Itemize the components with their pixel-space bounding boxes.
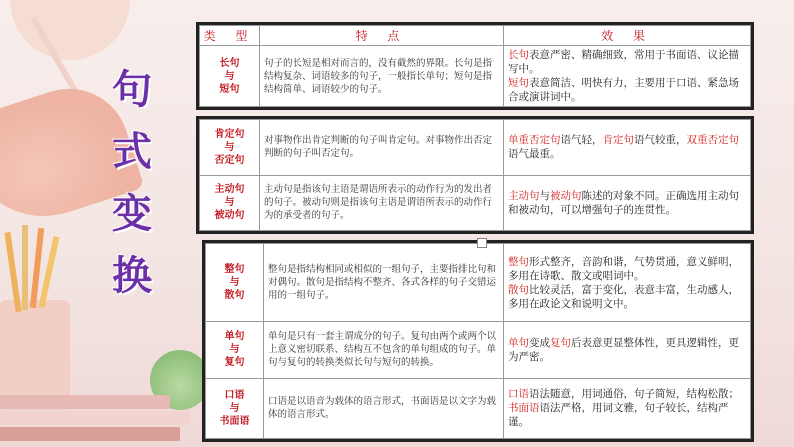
feature-text: 句子的长短是相对而言的，没有截然的界限。长句是指结构复杂、词语较多的句子，一般指长单句；短句是指结构简单、词语较少的句子。 [260,46,504,107]
feature-text: 整句是指结构相同或相似的一组句子，主要指排比句和对偶句。散句是指结构不整齐、各式各样的句子交错运用的一组句子。 [264,244,504,322]
feature-text: 对事物作出肯定判断的句子叫肯定句。对事物作出否定判断的句子叫否定句。 [260,120,504,176]
pencil-cup-decoration [0,300,70,410]
effect-text: 主动句与被动句陈述的对象不同。正确选用主动句和被动句，可以增强句子的连贯性。 [504,175,751,231]
lamp-decoration [10,0,130,60]
category-simple-complex: 单句 与 复句 [206,322,264,378]
category-affirm-negate: 肯定句 与 否定句 [200,120,260,176]
effect-text: 整句形式整齐，音韵和谐，气势贯通，意义鲜明，多用在诗歌、散文或唱词中。 散句比较灵活，富于变化，表意丰富，生动感人，多用在政论文和说明文中。 [504,244,751,322]
side-title-char: 变 [112,191,152,237]
pencil-decoration [22,225,28,310]
header-effect: 效 果 [504,26,751,46]
table-panel-length [196,22,754,110]
header-type: 类 型 [200,26,260,46]
effect-text: 长句表意严密、精确细致，常用于书面语、议论描写中。 短句表意简洁、明快有力，主要用于口语、紧急场合或演讲词中。 [504,46,751,107]
feature-text: 口语是以语音为载体的语言形式，书面语是以文字为载体的语言形式。 [264,378,504,438]
category-spoken-written: 口语 与 书面语 [206,378,264,438]
feature-text: 单句是只有一套主谓成分的句子。复句由两个或两个以上意义密切联系、结构互不包含的单句组成的句子。单句与复句的转换类似长句与短句的转换。 [264,322,504,378]
table-panel-structure[interactable] [202,240,754,442]
feature-text: 主动句是指该句主语是谓语所表示的动作行为的发出者的句子。被动句则是指该句主语是谓语所表示的动作行为的承受者的句子。 [260,175,504,231]
side-title-char: 换 [112,253,152,299]
table-panel-voice [196,116,754,234]
side-title-char: 句 [112,67,152,113]
effect-text: 单句变成复句后表意更显整体性，更具逻辑性，更为严密。 [504,322,751,378]
side-title-char: 式 [112,129,152,175]
category-long-short: 长句 与 短句 [200,46,260,107]
effect-text: 单重否定句语气轻，肯定句语气较重，双重否定句语气最重。 [504,120,751,176]
resize-handle[interactable] [477,238,487,248]
effect-text: 口语语法随意，用词通俗，句子简短，结构松散；书面语语法严格，用词文雅，句子较长，结构严谨。 [504,378,751,438]
header-feature: 特 点 [260,26,504,46]
books-decoration [0,395,190,447]
side-title [102,67,162,299]
category-whole-loose: 整句 与 散句 [206,244,264,322]
category-active-passive: 主动句 与 被动句 [200,175,260,231]
